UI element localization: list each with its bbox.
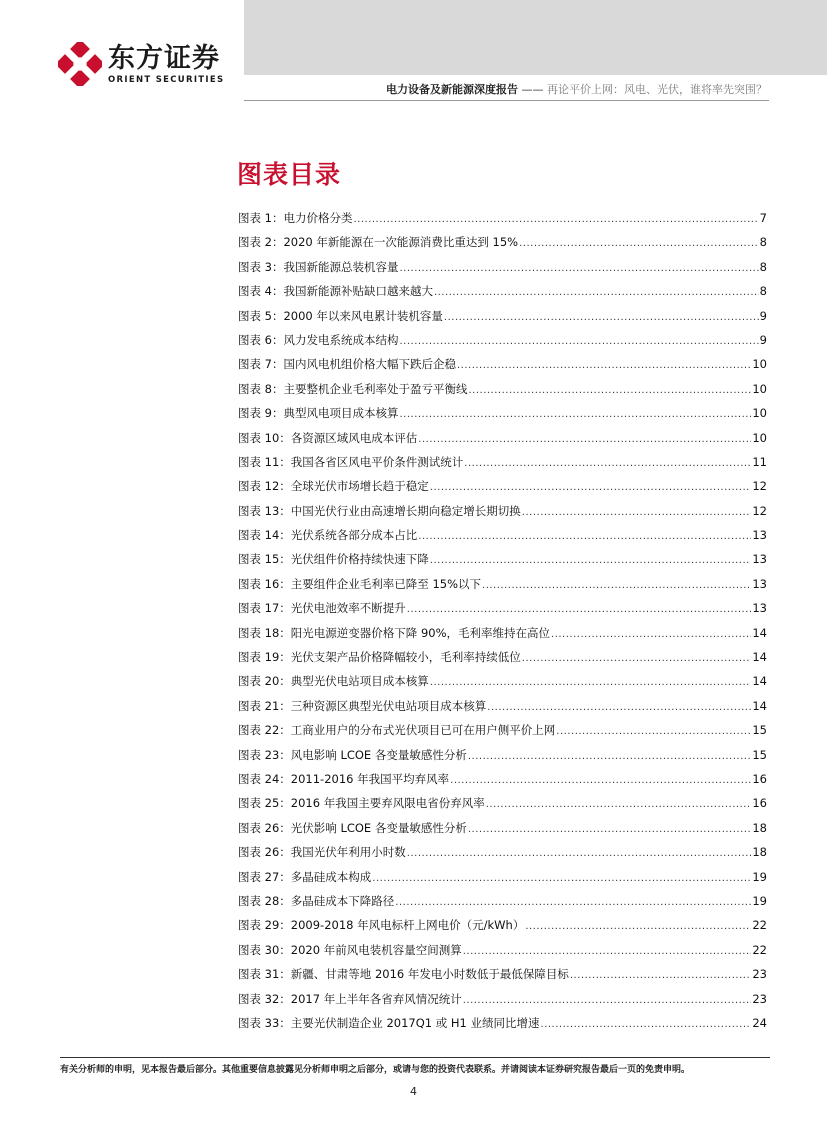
toc-item[interactable]: [238, 381, 767, 405]
toc-item-label: 图表 11：我国各省区风电平价条件测试统计: [238, 454, 464, 469]
toc-leader-dots: [522, 650, 752, 664]
toc-leader-dots: [468, 821, 752, 835]
toc-leader-dots: [482, 577, 751, 591]
toc-item-label: 图表 25：2016 年我国主要弃风限电省份弃风率: [238, 796, 485, 811]
toc-item-page: 15: [752, 747, 767, 762]
toc-item-page: 14: [752, 698, 767, 713]
toc-leader-dots: [430, 552, 752, 566]
toc-item-label: 图表 29：2009-2018 年风电标杆上网电价（元/kWh）: [238, 918, 525, 933]
toc-item-page: 19: [752, 869, 767, 884]
toc-item[interactable]: [238, 600, 767, 624]
toc-item-label: 图表 2：2020 年新能源在一次能源消费比重达到 15%: [238, 235, 519, 250]
toc-item[interactable]: [238, 332, 767, 356]
toc-item[interactable]: [238, 210, 767, 234]
toc-item[interactable]: [238, 942, 767, 966]
toc-item-label: 图表 27：多晶硅成本构成: [238, 869, 372, 884]
toc-leader-dots: [468, 382, 751, 396]
toc-item-label: 图表 4：我国新能源补贴缺口越来越大: [238, 284, 433, 299]
toc-item-label: 图表 14：光伏系统各部分成本占比: [238, 528, 418, 543]
report-header-title: [386, 81, 767, 97]
toc-leader-dots: [464, 455, 751, 469]
toc-item-label: 图表 20：典型光伏电站项目成本核算: [238, 674, 429, 689]
toc-item[interactable]: [238, 308, 767, 332]
toc-item-label: 图表 7：国内风电机组价格大幅下跌后企稳: [238, 357, 456, 372]
toc-item[interactable]: [238, 649, 767, 673]
toc-leader-dots: [399, 406, 751, 420]
toc-item-label: 图表 6：风力发电系统成本结构: [238, 332, 399, 347]
toc-leader-dots: [450, 772, 751, 786]
toc-item-page: 23: [752, 991, 767, 1006]
logo-chinese-name: 东方证券: [108, 42, 220, 74]
toc-item[interactable]: [238, 771, 767, 795]
toc-leader-dots: [434, 284, 759, 298]
toc-item-page: 11: [752, 454, 767, 469]
toc-leader-dots: [463, 943, 752, 957]
toc-leader-dots: [407, 601, 752, 615]
table-of-figures: [238, 210, 767, 1039]
toc-item[interactable]: [238, 259, 767, 283]
toc-item-page: 8: [759, 259, 767, 274]
toc-item-page: 24: [752, 1015, 767, 1030]
toc-item[interactable]: [238, 869, 767, 893]
toc-item[interactable]: [238, 795, 767, 819]
toc-leader-dots: [541, 1016, 752, 1030]
toc-item[interactable]: [238, 893, 767, 917]
toc-item-page: 15: [752, 723, 767, 738]
toc-item-page: 22: [752, 942, 767, 957]
toc-item-page: 12: [752, 479, 767, 494]
toc-item-page: 16: [752, 771, 767, 786]
header-divider: [244, 100, 769, 101]
toc-item-label: 图表 10：各资源区域风电成本评估: [238, 430, 418, 445]
toc-item[interactable]: [238, 527, 767, 551]
footer-divider: [60, 1057, 770, 1058]
toc-item-label: 图表 17：光伏电池效率不断提升: [238, 601, 406, 616]
toc-leader-dots: [399, 333, 758, 347]
toc-item[interactable]: [238, 405, 767, 429]
toc-item-label: 图表 19：光伏支架产品价格降幅较小，毛利率持续低位: [238, 650, 521, 665]
toc-leader-dots: [519, 235, 759, 249]
toc-item-page: 9: [759, 332, 767, 347]
toc-leader-dots: [399, 260, 758, 274]
toc-item[interactable]: [238, 454, 767, 478]
toc-leader-dots: [395, 894, 751, 908]
toc-item-label: 图表 3：我国新能源总装机容量: [238, 259, 399, 274]
toc-item-label: 图表 24：2011-2016 年我国平均弃风率: [238, 771, 450, 786]
toc-item-label: 图表 31：新疆、甘肃等地 2016 年发电小时数低于最低保障目标: [238, 967, 569, 982]
toc-item-page: 23: [752, 967, 767, 982]
toc-item-label: 图表 18：阳光电源逆变器价格下降 90%，毛利率维持在高位: [238, 625, 551, 640]
toc-item-page: 14: [752, 625, 767, 640]
logo-mark-icon: [58, 42, 102, 86]
toc-item-page: 14: [752, 650, 767, 665]
toc-item-label: 图表 9：典型风电项目成本核算: [238, 406, 399, 421]
toc-item-page: 10: [752, 357, 767, 372]
toc-leader-dots: [457, 357, 751, 371]
toc-leader-dots: [570, 967, 751, 981]
toc-item[interactable]: [238, 991, 767, 1015]
toc-item[interactable]: [238, 551, 767, 575]
page-number: 4: [410, 1085, 417, 1098]
toc-item[interactable]: [238, 478, 767, 502]
logo-english-name: ORIENT SECURITIES: [108, 74, 225, 85]
toc-item-label: 图表 22：工商业用户的分布式光伏项目已可在用户侧平价上网: [238, 723, 556, 738]
report-separator: ——: [518, 83, 547, 96]
toc-item-label: 图表 8：主要整机企业毛利率处于盈亏平衡线: [238, 381, 468, 396]
toc-item-page: 18: [752, 820, 767, 835]
report-subtitle: 再论平价上网：风电、光伏，谁将率先突围？: [547, 83, 767, 96]
toc-item-page: 19: [752, 893, 767, 908]
toc-leader-dots: [556, 723, 751, 737]
toc-item-label: 图表 30：2020 年前风电装机容量空间测算: [238, 942, 462, 957]
toc-item[interactable]: [238, 747, 767, 771]
toc-leader-dots: [522, 504, 752, 518]
toc-item[interactable]: [238, 673, 767, 697]
toc-item-label: 图表 32：2017 年上半年各省弃风情况统计: [238, 991, 462, 1006]
toc-item-page: 10: [752, 406, 767, 421]
toc-item[interactable]: [238, 820, 767, 844]
toc-item-label: 图表 15：光伏组件价格持续快速下降: [238, 552, 429, 567]
toc-item[interactable]: [238, 576, 767, 600]
toc-item[interactable]: [238, 430, 767, 454]
toc-item-page: 8: [759, 235, 767, 250]
toc-leader-dots: [418, 528, 751, 542]
toc-item-page: 14: [752, 674, 767, 689]
toc-item[interactable]: [238, 503, 767, 527]
toc-item[interactable]: [238, 722, 767, 746]
toc-item-page: 13: [752, 528, 767, 543]
toc-item[interactable]: [238, 234, 767, 258]
toc-item[interactable]: [238, 356, 767, 380]
footer-disclaimer: 有关分析师的申明，见本报告最后部分。其他重要信息披露见分析师申明之后部分，或请与您的投资代表联系。并请阅读本证券研究报告最后一页的免责申明。: [60, 1065, 691, 1075]
toc-item-label: 图表 21：三种资源区典型光伏电站项目成本核算: [238, 698, 487, 713]
toc-item-label: 图表 5：2000 年以来风电累计装机容量: [238, 308, 443, 323]
toc-item-label: 图表 16：主要组件企业毛利率已降至 15%以下: [238, 576, 482, 591]
toc-leader-dots: [372, 870, 751, 884]
toc-item-page: 8: [759, 284, 767, 299]
toc-item-label: 图表 28：多晶硅成本下降路径: [238, 893, 395, 908]
toc-leader-dots: [486, 796, 752, 810]
toc-leader-dots: [551, 626, 751, 640]
toc-item[interactable]: [238, 698, 767, 722]
company-logo: [58, 42, 224, 86]
toc-item-page: 12: [752, 503, 767, 518]
toc-leader-dots: [468, 748, 752, 762]
toc-leader-dots: [444, 309, 759, 323]
toc-item-page: 10: [752, 381, 767, 396]
toc-item-label: 图表 13：中国光伏行业由高速增长期向稳定增长期切换: [238, 503, 521, 518]
toc-item[interactable]: [238, 917, 767, 941]
toc-item-page: 22: [752, 918, 767, 933]
report-category: 电力设备及新能源深度报告: [386, 83, 518, 96]
toc-item-page: 7: [759, 211, 767, 225]
toc-item-label: 图表 26：我国光伏年利用小时数: [238, 845, 406, 860]
toc-leader-dots: [430, 479, 752, 493]
toc-item-label: 图表 26：光伏影响 LCOE 各变量敏感性分析: [238, 820, 467, 835]
toc-item-page: 13: [752, 576, 767, 591]
toc-leader-dots: [525, 918, 751, 932]
toc-item-page: 10: [752, 430, 767, 445]
toc-item[interactable]: [238, 966, 767, 990]
toc-item-label: 图表 12：全球光伏市场增长趋于稳定: [238, 479, 429, 494]
toc-leader-dots: [418, 431, 751, 445]
toc-heading: 图表目录: [237, 160, 342, 189]
toc-item-page: 16: [752, 796, 767, 811]
toc-item-label: 图表 33：主要光伏制造企业 2017Q1 或 H1 业绩同比增速: [238, 1015, 540, 1030]
toc-item[interactable]: [238, 1015, 767, 1039]
toc-leader-dots: [353, 211, 758, 225]
toc-leader-dots: [487, 699, 751, 713]
toc-leader-dots: [407, 845, 752, 859]
toc-item[interactable]: [238, 283, 767, 307]
toc-item[interactable]: [238, 625, 767, 649]
toc-leader-dots: [463, 992, 752, 1006]
toc-item-label: 图表 1：电力价格分类: [238, 211, 353, 225]
toc-item-label: 图表 23：风电影响 LCOE 各变量敏感性分析: [238, 747, 467, 762]
toc-item-page: 13: [752, 552, 767, 567]
toc-leader-dots: [430, 674, 752, 688]
header-gray-band: [244, 0, 827, 75]
toc-item[interactable]: [238, 844, 767, 868]
toc-item-page: 9: [759, 308, 767, 323]
toc-item-page: 13: [752, 601, 767, 616]
toc-item-page: 18: [752, 845, 767, 860]
